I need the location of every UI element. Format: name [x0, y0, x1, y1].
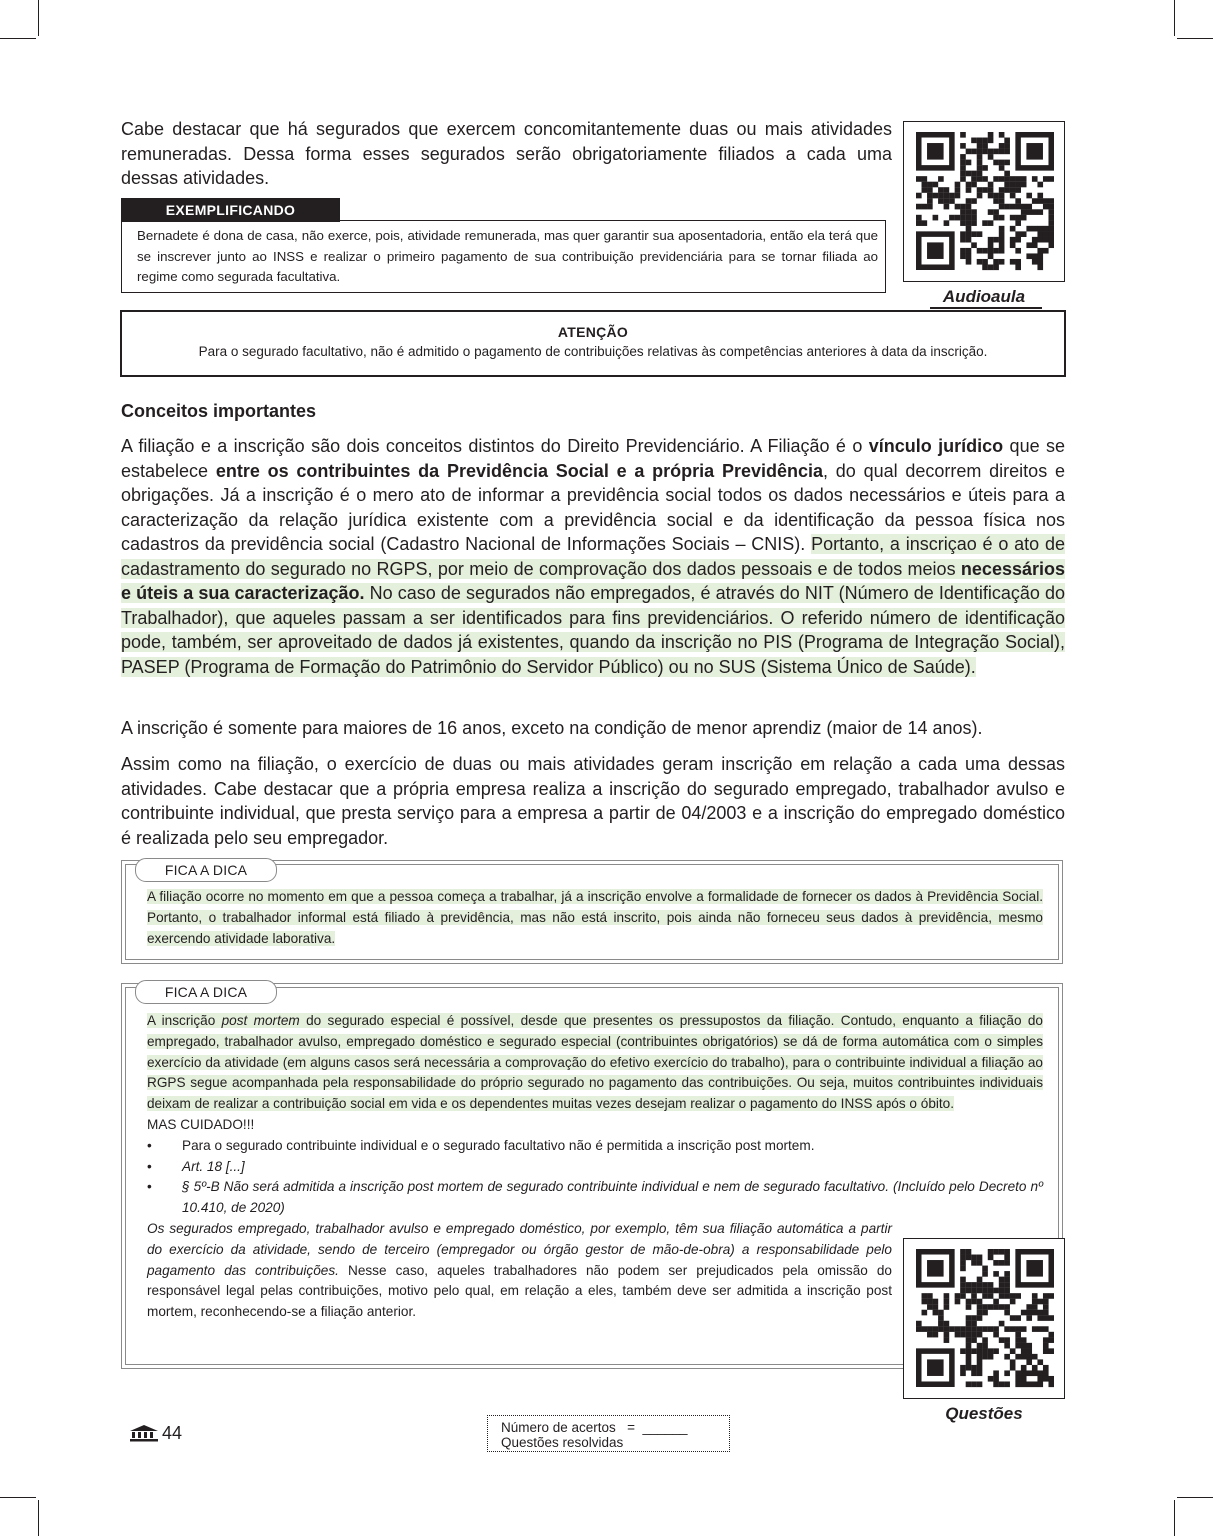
bold-run: entre os contribuintes da Previdência Social e a própria Previdência [215, 460, 823, 481]
exemplificando-text: Bernadete é dona de casa, não exerce, pois, atividade remunerada, mas quer garantir sua aposentadoria, então ela terá que se inscrever junto ao INSS e realizar o primeiro pagamento de sua contribuição previdenciária para se tornar filiada ao regime como segurada facultativa. [137, 228, 878, 284]
text-run: , do qual decorrem direitos e obrigações. Já a inscrição é o mero ato de informar a previdência social todos os dados necessários e úteis para a caracterização da relação jurídica existente com a previdência social e da identificação da pessoa física nos cadastros da previdência social (Cadastro Nacional de Informações Sociais – CNIS). [121, 460, 1065, 554]
crop-mark [1177, 1497, 1213, 1498]
bullet-item [147, 1157, 1043, 1178]
highlight-run: A filiação ocorre no momento em que a pessoa começa a trabalhar, já a inscrição envolve a formalidade de fornecer os dados à Previdência Social. Portanto, o trabalhador informal está filiado à previdência, mas não está inscrito, pois ainda não forneceu seus dados à previdência, mesmo exercendo atividade laborativa. [147, 889, 1043, 946]
acertos-row [501, 1420, 729, 1435]
highlight-run: Portanto, a inscriçao é o ato de cadastramento do segurado no RGPS, por meio de comprovação dos dados pessoais e de todos meios [121, 534, 1066, 579]
section-title: Conceitos importantes [121, 401, 317, 421]
filiacao-paragraph: Assim como na filiação, o exercício de duas ou mais atividades geram inscrição em relação a cada uma dessas atividades. Cabe destacar que a própria empresa realiza a inscrição do segurado empregado, trabalhador avulso e contribuinte individual, que presta serviço para a empresa a partir de 04/2003 e a inscrição do empregado doméstico é realizada pelo seu empregador. [121, 754, 1065, 848]
bullet-dot: • [147, 1158, 152, 1174]
score-box [487, 1415, 730, 1452]
bullet-dot: • [147, 1137, 152, 1153]
qr-code-audioaula[interactable] [903, 121, 1065, 282]
highlight-bold-run: necessários e úteis a sua caracterização. [121, 558, 1065, 603]
dica-final-paragraph [147, 1219, 892, 1323]
qr-caption-questoes: Questões [945, 1404, 1023, 1423]
dica-highlight-paragraph [147, 1011, 1043, 1115]
dica-tab-1: FICA A DICA [135, 858, 277, 882]
bullet-item [147, 1136, 1043, 1157]
intro-paragraph: Cabe destacar que há segurados que exercem concomitantemente duas ou mais atividades remuneradas. Dessa forma esses segurados serão obrigatoriamente filiados a cada uma dessas atividades. [121, 119, 892, 188]
mas-cuidado: MAS CUIDADO!!! [147, 1116, 255, 1132]
bullet-dot: • [147, 1179, 152, 1195]
highlight-run: No caso de segurados não empregados, é através do NIT (Número de Identificação do Trabalhador), que aqueles passam a ser identificados para fins previdenciários. O referido número de identificação pode, também, ser aproveitado de dados já existentes, quando da inscrição no PIS (Programa de Integração Social), PASEP (Programa de Formação do Patrimônio do Servidor Público) ou no SUS (Sistema Único de Saúde). [121, 583, 1066, 677]
italic-run: Os segurados empregado, trabalhador avulso e empregado doméstico, por exemplo, têm sua filiação automática a partir do exercício da atividade, sendo de terceiro (empregador ou órgão gestor de mão-de-obra) a responsabilidade pelo pagamento das contribuições. [147, 1220, 892, 1278]
text-run: Nesse caso, aqueles trabalhadores não podem ser prejudicados pela omissão do responsável legal pelas contribuições, motivo pelo qual, em relação a eles, também deve ser admitida a inscrição post mortem, reconhecendo-se a filiação anterior. [147, 1262, 892, 1320]
crop-mark [38, 1500, 39, 1536]
temple-icon [129, 1424, 159, 1442]
acertos-blank: ______ [642, 1420, 688, 1435]
bullet-text: Para o segurado contribuinte individual e o segurado facultativo não é permitida a inscrição post mortem. [182, 1137, 815, 1153]
exemplificando-title: EXEMPLIFICANDO [121, 198, 340, 222]
equals-sign: = [627, 1420, 635, 1435]
dica-tab-2: FICA A DICA [135, 980, 277, 1004]
idade-paragraph: A inscrição é somente para maiores de 16 anos, exceto na condição de menor aprendiz (maior de 14 anos). [121, 718, 983, 738]
atencao-text: Para o segurado facultativo, não é admitido o pagamento de contribuições relativas às competências anteriores à data da inscrição. [198, 344, 988, 359]
crop-mark [0, 38, 36, 39]
text-run: que se estabelece [121, 436, 1065, 481]
page-number: 44 [162, 1423, 183, 1443]
text-run: A filiação e a inscrição são dois conceitos distintos do Direito Previdenciário. A Filiação é o [121, 436, 869, 456]
qr-code-icon [916, 131, 1054, 271]
caption-underline [930, 307, 1042, 309]
dica-text-1 [147, 887, 1043, 949]
crop-mark [0, 1497, 36, 1498]
resolvidas-label: Questões resolvidas [501, 1435, 624, 1450]
atencao-box [120, 310, 1066, 377]
crop-mark [38, 0, 39, 36]
highlight-run: do segurado especial é possível, desde que presentes os pressupostos da filiação. Contudo, enquanto a filiação do empregado, trabalhador avulso, empregado doméstico e segurado especial (contribuintes obrigatórios) se dá de forma automática com o simples exercício da atividade (em alguns casos será necessária a comprovação do efetivo exercício do trabalho), para o contribuinte individual a filiação ao RGPS segue acompanhada pela responsabilidade do próprio segurado no pagamento das contribuições. Ou seja, muitos contribuintes individuais deixam de realizar a contribuição social em vida e os dependentes muitas vezes desejam realizar o pagamento do INSS após o óbito. [147, 1013, 1043, 1112]
qr-code-icon [916, 1248, 1054, 1388]
conceitos-paragraph [121, 434, 1065, 679]
qr-caption-audioaula: Audioaula [942, 287, 1026, 306]
crop-mark [1177, 38, 1213, 39]
atencao-title: ATENÇÃO [557, 324, 629, 340]
bold-run: vínculo jurídico [868, 436, 1004, 456]
bullet-text: § 5º-B Não será admitida a inscrição post mortem de segurado contribuinte individual e nem de segurado facultativo. (Incluído pelo Decreto nº 10.410, de 2020) [182, 1179, 1043, 1216]
bullet-item [147, 1177, 1043, 1219]
crop-mark [1174, 1500, 1175, 1536]
bullet-text: Art. 18 [...] [182, 1158, 245, 1174]
highlight-italic-run: post mortem [221, 1013, 300, 1028]
crop-mark [1174, 0, 1175, 36]
qr-code-questoes[interactable] [903, 1238, 1065, 1399]
acertos-label: Número de acertos [501, 1420, 616, 1435]
highlight-run: A inscrição [147, 1013, 222, 1028]
